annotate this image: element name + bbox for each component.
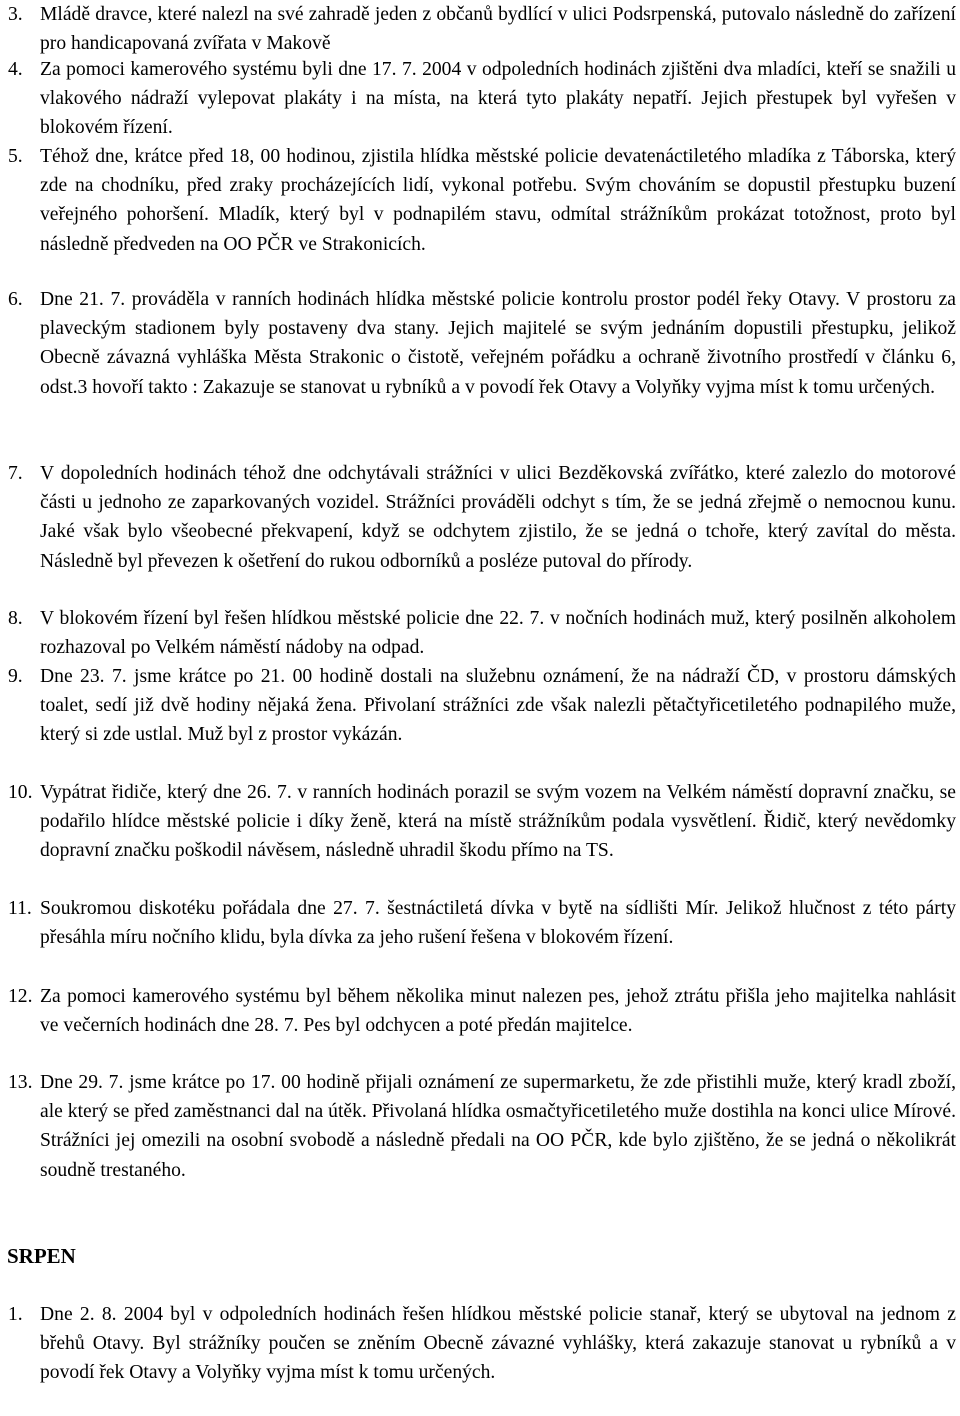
section-heading-august: SRPEN	[7, 1244, 76, 1268]
list-item	[0, 662, 960, 750]
item-text: Dne 21. 7. prováděla v ranních hodinách hlídka městské policie kontrolu prostor podél řeky Otavy. V prostoru za plaveckým stadionem byly postaveny dva stany. Jejich majitelé se svým jednáním dopustili přestupku, jelikož Obecně závazná vyhláška Města Strakonic o čistotě, veřejném pořádku a ochraně životního prostředí v článku 6, odst.3 hovoří takto : Zakazuje se stanovat u rybníků a v povodí řek Otavy a Volyňky vyjma míst k tomu určených.	[40, 289, 956, 398]
item-number: 6.	[8, 289, 23, 310]
item-number: 4.	[8, 59, 23, 80]
list-item	[0, 604, 960, 662]
item-number: 13.	[8, 1072, 33, 1093]
item-text: Za pomoci kamerového systému byli dne 17. 7. 2004 v odpoledních hodinách zjištěni dva mladíci, kteří se snažili u vlakového nádraží vylepovat plakáty i na místa, na která tyto plakáty nepatří. Jejich přestupek byl vyřešen v blokovém řízení.	[40, 59, 956, 139]
item-number: 8.	[8, 608, 23, 629]
list-item	[0, 894, 960, 952]
item-number: 12.	[8, 986, 33, 1007]
item-text: Mládě dravce, které nalezl na své zahradě jeden z občanů bydlící v ulici Podsrpenská, putovalo následně do zařízení pro handicapovaná zvířata v Makově	[40, 4, 956, 55]
list-item	[0, 0, 960, 58]
item-text: Téhož dne, krátce před 18, 00 hodinou, zjistila hlídka městské policie devatenáctiletého mladíka z Táborska, který zde na chodníku, před zraky procházejících lidí, vykonal potřebu. Svým chováním se dopustil přestupku buzení veřejného pohoršení. Mladík, který byl v podnapilém stavu, odmítal strážníkům prokázat totožnost, proto byl následně předveden na OO PČR ve Strakonicích.	[40, 146, 956, 255]
item-number: 7.	[8, 463, 23, 484]
item-text: Za pomoci kamerového systému byl během několika minut nalezen pes, jehož ztrátu přišla jeho majitelka nahlásit ve večerních hodinách dne 28. 7. Pes byl odchycen a poté předán majitelce.	[40, 986, 956, 1037]
list-item	[0, 778, 960, 866]
item-text: Dne 23. 7. jsme krátce po 21. 00 hodině dostali na služebnu oznámení, že na nádraží ČD, v prostoru dámských toalet, sedí již dvě hodiny nějaká žena. Přivolaní strážníci zde však nalezli pětačtyřicetiletého podnapilého muže, který si zde ustlal. Muž byl z prostor vykázán.	[40, 666, 956, 746]
list-item	[0, 982, 960, 1040]
list-item	[0, 285, 960, 402]
item-text: Vypátrat řidiče, který dne 26. 7. v ranních hodinách porazil se svým vozem na Velkém náměstí dopravní značku, se podařilo hlídce městské policie i díky ženě, která na místě strážníkům podala vysvětlení. Řidič, který nevědomky dopravní značku poškodil návěsem, následně uhradil škodu přímo na TS.	[40, 782, 956, 862]
item-number: 10.	[8, 782, 33, 803]
list-item	[0, 1068, 960, 1185]
item-number: 9.	[8, 666, 23, 687]
item-number: 1.	[8, 1304, 23, 1325]
item-text: Dne 29. 7. jsme krátce po 17. 00 hodině přijali oznámení ze supermarketu, že zde přistihli muže, který kradl zboží, ale který se před zaměstnanci dal na útěk. Přivolaná hlídka osmačtyřicetiletého muže dostihla na konci ulice Mírové. Strážníci jej omezili na osobní svobodě a následně předali na OO PČR, kde bylo zjištěno, že se jedná o několikrát soudně trestaného.	[40, 1072, 956, 1181]
item-text: Dne 2. 8. 2004 byl v odpoledních hodinách řešen hlídkou městské policie stanař, který se ubytoval na jednom z břehů Otavy. Byl strážníky poučen se zněním Obecně závazné vyhlášky, která zakazuje stanovat u rybníků a v povodí řek Otavy a Volyňky vyjma míst k tomu určených.	[40, 1304, 956, 1384]
item-number: 5.	[8, 146, 23, 167]
item-text: V dopoledních hodinách téhož dne odchytávali strážníci v ulici Bezděkovská zvířátko, které zalezlo do motorové části u jednoho ze zaparkovaných vozidel. Strážníci prováděli odchyt s tím, že se jedná zřejmě o nemocnou kunu. Jaké však bylo všeobecné překvapení, když se odchytem zjistilo, že se jedná o tchoře, který zavítal do města. Následně byl převezen k ošetření do rukou odborníků a posléze putoval do přírody.	[40, 463, 956, 572]
item-number: 11.	[8, 898, 32, 919]
item-number: 3.	[8, 4, 23, 25]
item-text: Soukromou diskotéku pořádala dne 27. 7. šestnáctiletá dívka v bytě na sídlišti Mír. Jelikož hlučnost z této párty přesáhla míru nočního klidu, byla dívka za jeho rušení řešena v blokovém řízení.	[40, 898, 956, 949]
list-item	[0, 142, 960, 259]
list-item	[0, 459, 960, 576]
list-item	[0, 55, 960, 143]
list-item	[0, 1300, 960, 1388]
item-text: V blokovém řízení byl řešen hlídkou městské policie dne 22. 7. v nočních hodinách muž, který posilněn alkoholem rozhazoval po Velkém náměstí nádoby na odpad.	[40, 608, 956, 659]
